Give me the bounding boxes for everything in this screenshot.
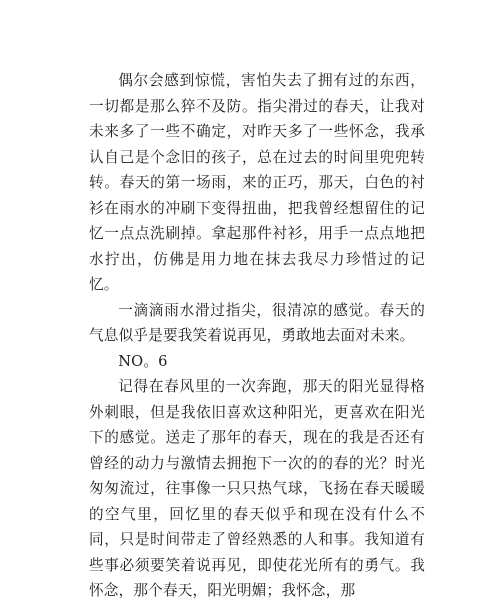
paragraph-1: 偶尔会感到惊慌，害怕失去了拥有过的东西，一切都是那么猝不及防。指尖滑过的春天，让我对未来多了一些不确定，对昨天多了一些怀念，我承认自己是个念旧的孩子，总在过去的时间里兜兜转转。春天的第一场雨，来的正巧，那天，白色的衬衫在雨水的冲刷下变得扭曲，把我曾经想留住的记忆一点点洗刷掉。拿起那件衬衫，用手一点点地把水拧出，仿佛是用力地在抹去我尽力珍惜过的记忆。 [89, 72, 425, 293]
document-body [89, 68, 425, 604]
paragraph-3: 记得在春风里的一次奔跑，那天的阳光显得格外刺眼，但是我依旧喜欢这种阳光，更喜欢在阳光下的感觉。送走了那年的春天，现在的我是否还有曾经的动力与激情去拥抱下一次的的春的光？时光匆匆流过，往事像一只只热气球，飞扬在春天暖暖的空气里，回忆里的春天似乎和现在没有什么不同，只是时间带走了曾经熟悉的人和事。我知道有些事必须要笑着说再见，即使花光所有的勇气。我怀念，那个春天，阳光明媚；我怀念，那 [89, 378, 425, 599]
section-heading: NO。6 [118, 352, 168, 370]
paragraph-2: 一滴滴雨水滑过指尖，很清凉的感觉。春天的气息似乎是要我笑着说再见，勇敢地去面对未来。 [89, 301, 425, 344]
